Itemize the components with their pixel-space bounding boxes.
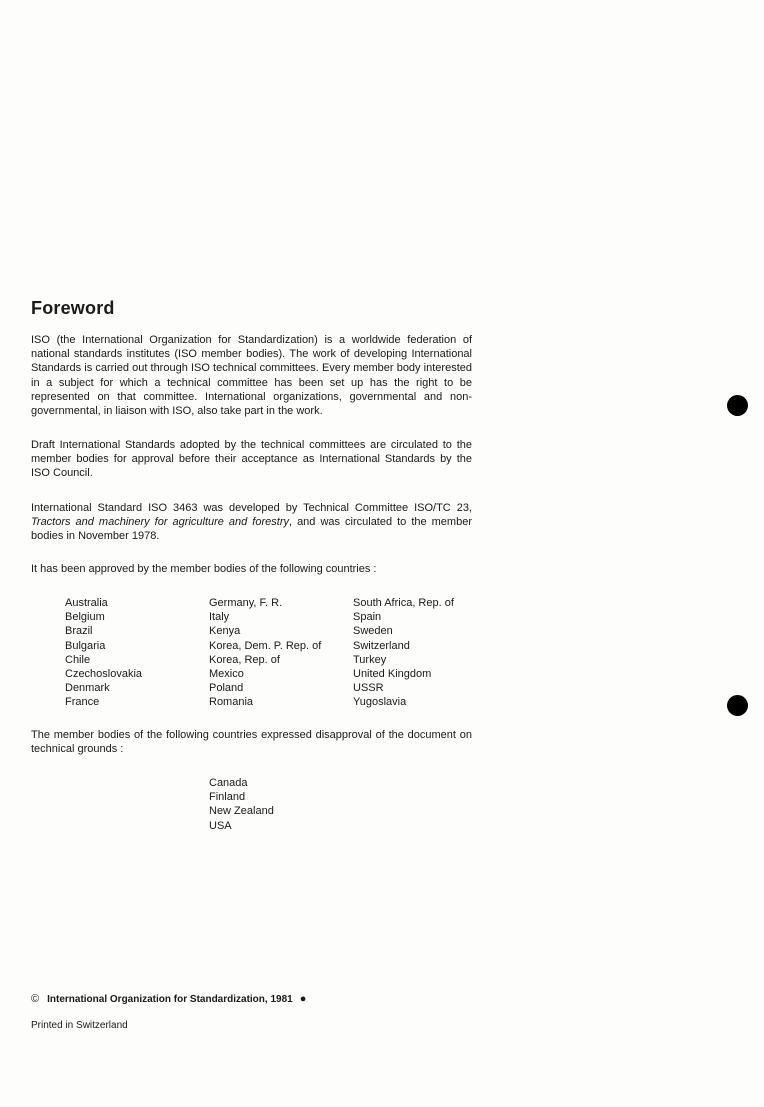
country-item: United Kingdom	[353, 668, 432, 681]
country-item: Kenya	[209, 625, 241, 638]
copyright-text: International Organization for Standardization, 1981	[47, 994, 293, 1005]
country-item: USA	[209, 819, 232, 832]
country-item: Mexico	[209, 668, 244, 681]
committee-title: Tractors and machinery for agriculture and forestry	[31, 516, 289, 529]
copyright-line	[31, 993, 306, 1005]
country-item: Brazil	[65, 625, 93, 638]
printed-in: Printed in Switzerland	[31, 1020, 128, 1031]
page-title: Foreword	[31, 298, 115, 318]
country-item: Canada	[209, 777, 248, 789]
country-item: South Africa, Rep. of	[353, 597, 454, 609]
country-item: Czechoslovakia	[65, 668, 143, 681]
country-item: Belgium	[65, 611, 105, 624]
bullet-icon: ●	[299, 993, 307, 1005]
country-item: Yugoslavia	[353, 696, 407, 709]
country-item: New Zealand	[209, 805, 274, 818]
country-item: France	[65, 696, 100, 709]
foreword-paragraph-2: Draft International Standards adopted by the technical committees are circulated to the member bodies for approval before their acceptance as International Standards by the ISO Council.	[31, 439, 472, 480]
country-item: Sweden	[353, 625, 393, 638]
country-item: Italy	[209, 611, 230, 624]
country-item: Romania	[209, 696, 254, 709]
country-item: Finland	[209, 791, 246, 804]
approval-intro: It has been approved by the member bodies of the following countries :	[31, 563, 377, 575]
country-item: Denmark	[65, 682, 110, 695]
country-item: Turkey	[353, 653, 387, 666]
country-item: Bulgaria	[65, 639, 106, 652]
approving-countries-col-3	[353, 596, 454, 710]
punch-hole-top	[727, 395, 748, 416]
paragraph-3-text-b: , and was circulated to the member bodies in November 1978.	[31, 516, 472, 543]
disapproval-intro: The member bodies of the following countries expressed disapproval of the document on technical grounds :	[31, 729, 472, 756]
disapproving-countries	[209, 776, 274, 833]
country-item: Korea, Dem. P. Rep. of	[209, 639, 322, 652]
punch-hole-bottom	[727, 695, 748, 716]
foreword-paragraph-3	[31, 501, 472, 544]
country-item: Spain	[353, 611, 382, 624]
copyright-symbol: ©	[31, 993, 40, 1005]
country-item: Korea, Rep. of	[209, 653, 280, 666]
approving-countries-col-1	[65, 596, 142, 710]
foreword-paragraph-1: ISO (the International Organization for Standardization) is a worldwide federation of national standards institutes (ISO member bodies). The work of developing International Standards is carried out through ISO technical committees. Every member body interested in a subject for which a technical committee has been set up has the right to be represented on that committee. International organizations, governmental and non-governmental, in liaison with ISO, also take part in the work.	[31, 334, 472, 418]
country-item: Germany, F. R.	[209, 597, 283, 609]
paragraph-3-text-a: International Standard ISO 3463 was developed by Technical Committee ISO/TC 23,	[31, 502, 472, 514]
country-item: Switzerland	[353, 639, 410, 652]
country-item: Chile	[65, 653, 91, 666]
country-item: Poland	[209, 682, 244, 695]
country-item: Australia	[65, 597, 108, 609]
country-item: USSR	[353, 682, 384, 695]
approving-countries-col-2	[209, 596, 321, 710]
